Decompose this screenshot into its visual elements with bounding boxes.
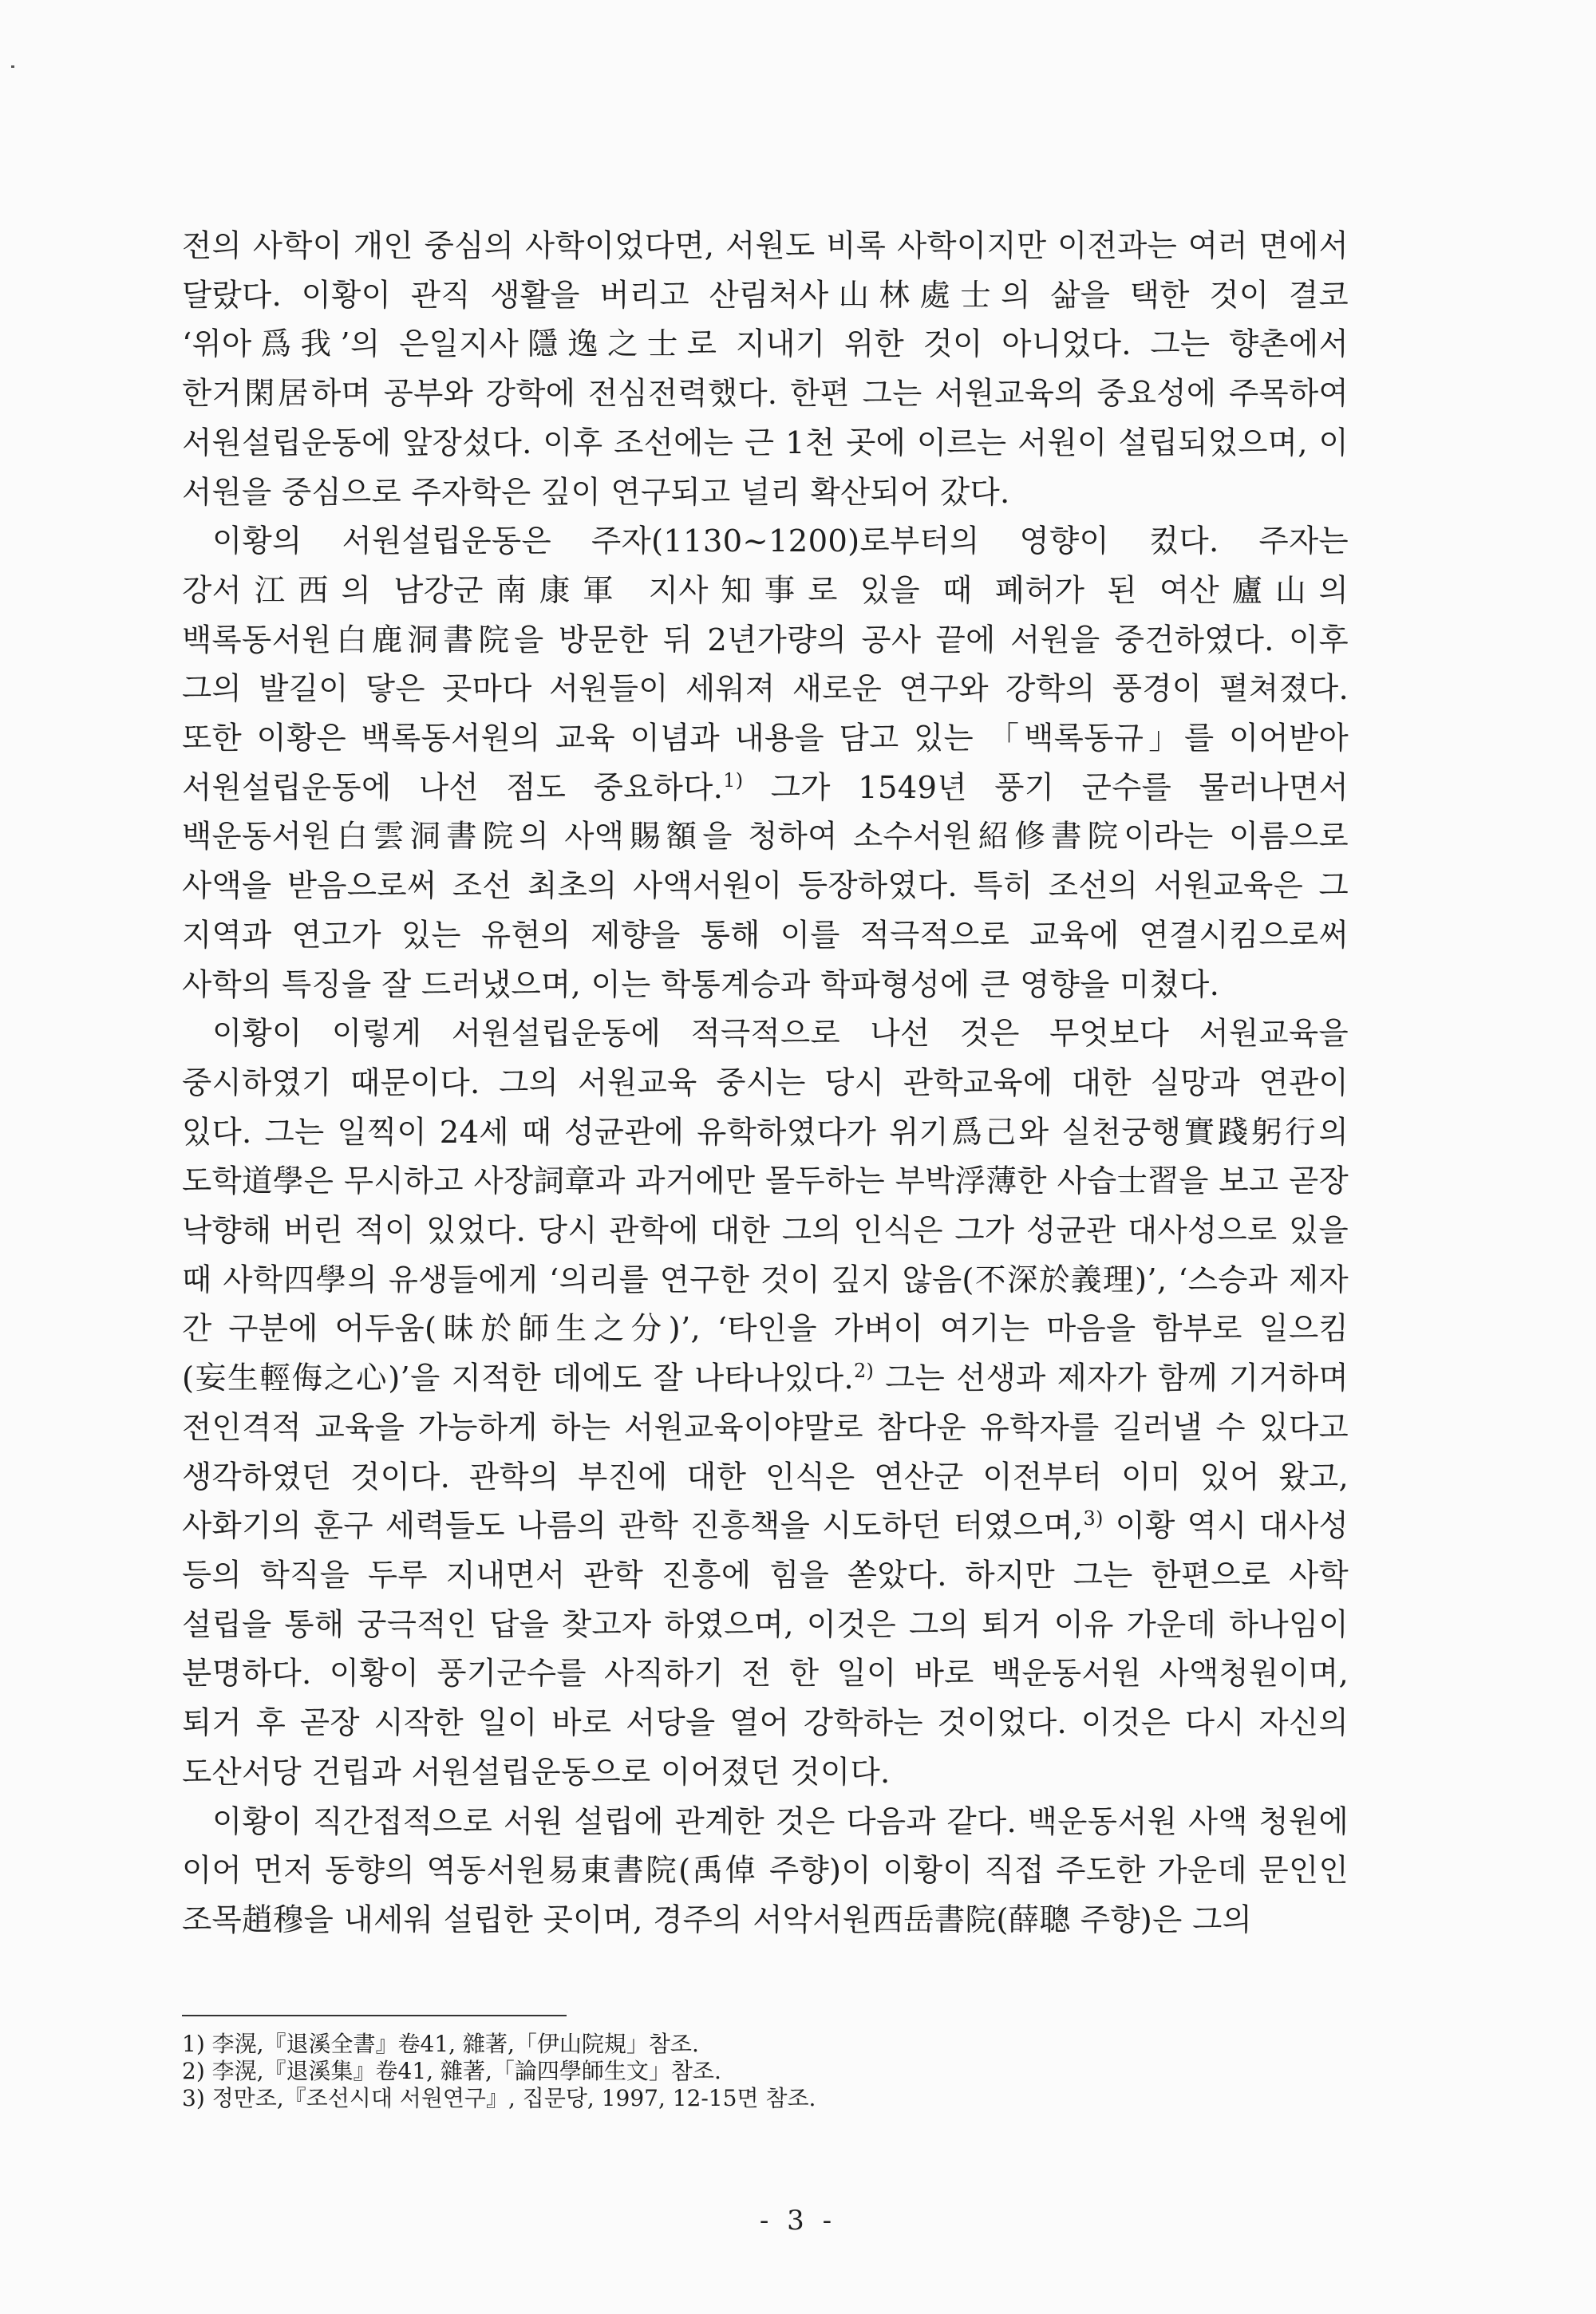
paragraph-text: 그가 1549년 풍기 군수를 물러나면서 백운동서원白雲洞書院의 사액賜額을 청하여 소수서원紹修書院이라는 이름으로 사액을 받음으로써 조선 최초의 사액서원이 등장하였다. 특히 조선의 서원교육은 그 지역과 연고가 있는 유현의 제향을 통해 이를 적극적으로 교육에 연결시킴으로써 사학의 특징을 잘 드러냈으며, 이는 학통계승과 학파형성에 큰 영향을 미쳤다. bbox=[182, 769, 1349, 1003]
paragraph-text: 그는 선생과 제자가 함께 기거하며 전인격적 교육을 가능하게 하는 서원교육이야말로 참다운 유학자를 길러낼 수 있다고 생각하였던 것이다. 관학의 부진에 대한 인식은 연산군 이전부터 이미 있어 왔고, 사화기의 훈구 세력들도 나름의 관학 진흥책을 시도하던 터였으며, bbox=[182, 1360, 1349, 1545]
footnote-2: 2) 李滉,『退溪集』卷41, 雜著,「論四學師生文」참조. bbox=[182, 2058, 721, 2084]
paragraph-text: 이황의 서원설립운동은 주자(1130~1200)로부터의 영향이 컸다. 주자는 강서江西의 남강군南康軍 지사知事로 있을 때 폐허가 된 여산廬山의 백록동서원白鹿洞書院을 방문한 뒤 2년가량의 공사 끝에 서원을 중건하였다. 이후 그의 발길이 닿은 곳마다 서원들이 세워져 새로운 연구와 강학의 풍경이 펼쳐졌다. 또한 이황은 백록동서원의 교육 이념과 내용을 담고 있는 「백록동규」를 이어받아 서원설립운동에 나선 점도 중요하다. bbox=[182, 523, 1349, 806]
footnote-divider bbox=[182, 2015, 567, 2016]
body-paragraph bbox=[182, 1009, 1349, 1797]
footnote-reference: 1) bbox=[723, 768, 744, 792]
body-text bbox=[182, 222, 1349, 1945]
paragraph-text: 전의 사학이 개인 중심의 사학이었다면, 서원도 비록 사학이지만 이전과는 여러 면에서 달랐다. 이황이 관직 생활을 버리고 산림처사山林處士의 삶을 택한 것이 결코 ‘위아爲我’의 은일지사隱逸之士로 지내기 위한 것이 아니었다. 그는 향촌에서 한거閑居하며 공부와 강학에 전심전력했다. 한편 그는 서원교육의 중요성에 주목하여 서원설립운동에 앞장섰다. 이후 조선에는 근 1천 곳에 이르는 서원이 설립되었으며, 이 서원을 중심으로 주자학은 깊이 연구되고 널리 확산되어 갔다. bbox=[182, 228, 1349, 511]
footnote-reference: 3) bbox=[1083, 1507, 1104, 1530]
footnote-1: 1) 李滉,『退溪全書』卷41, 雜著,「伊山院規」참조. bbox=[182, 2031, 699, 2057]
footnote-reference: 2) bbox=[853, 1360, 875, 1383]
page-number: - 3 - bbox=[759, 2205, 837, 2237]
paragraph-text: 이황이 직간접적으로 서원 설립에 관계한 것은 다음과 같다. 백운동서원 사액 청원에 이어 먼저 동향의 역동서원易東書院(禹倬 주향)이 이황이 직접 주도한 가운데 문인인 조목趙穆을 내세워 설립한 곳이며, 경주의 서악서원西岳書院(薛聰 주향)은 그의 bbox=[182, 1803, 1349, 1938]
body-paragraph bbox=[182, 222, 1349, 517]
paragraph-text: 이황 역시 대사성 등의 학직을 두루 지내면서 관학 진흥에 힘을 쏟았다. 하지만 그는 한편으로 사학 설립을 통해 궁극적인 답을 찾고자 하였으며, 이것은 그의 퇴거 이유 가운데 하나임이 분명하다. 이황이 풍기군수를 사직하기 전 한 일이 바로 백운동서원 사액청원이며, 퇴거 후 곧장 시작한 일이 바로 서당을 열어 강학하는 것이었다. 이것은 다시 자신의 도산서당 건립과 서원설립운동으로 이어졌던 것이다. bbox=[182, 1508, 1349, 1791]
footnotes bbox=[182, 2031, 1349, 2112]
paragraph-text: 이황이 이렇게 서원설립운동에 적극적으로 나선 것은 무엇보다 서원교육을 중시하였기 때문이다. 그의 서원교육 중시는 당시 관학교육에 대한 실망과 연관이 있다. 그는 일찍이 24세 때 성균관에 유학하였다가 위기爲己와 실천궁행實踐躬行의 도학道學은 무시하고 사장詞章과 과거에만 몰두하는 부박浮薄한 사습士習을 보고 곧장 낙향해 버린 적이 있었다. 당시 관학에 대한 그의 인식은 그가 성균관 대사성으로 있을 때 사학四學의 유생들에게 ‘의리를 연구한 것이 깊지 않음(不深於義理)’, ‘스승과 제자 간 구분에 어두움(昧於師生之分)’, ‘타인을 가벼이 여기는 마음을 함부로 일으킴(妄生輕侮之心)’을 지적한 데에도 잘 나타나있다. bbox=[182, 1016, 1349, 1397]
scan-speck bbox=[11, 65, 14, 68]
body-paragraph bbox=[182, 517, 1349, 1009]
body-paragraph bbox=[182, 1798, 1349, 1945]
footnote-3: 3) 정만조,『조선시대 서원연구』, 집문당, 1997, 12-15면 참조. bbox=[182, 2085, 816, 2111]
